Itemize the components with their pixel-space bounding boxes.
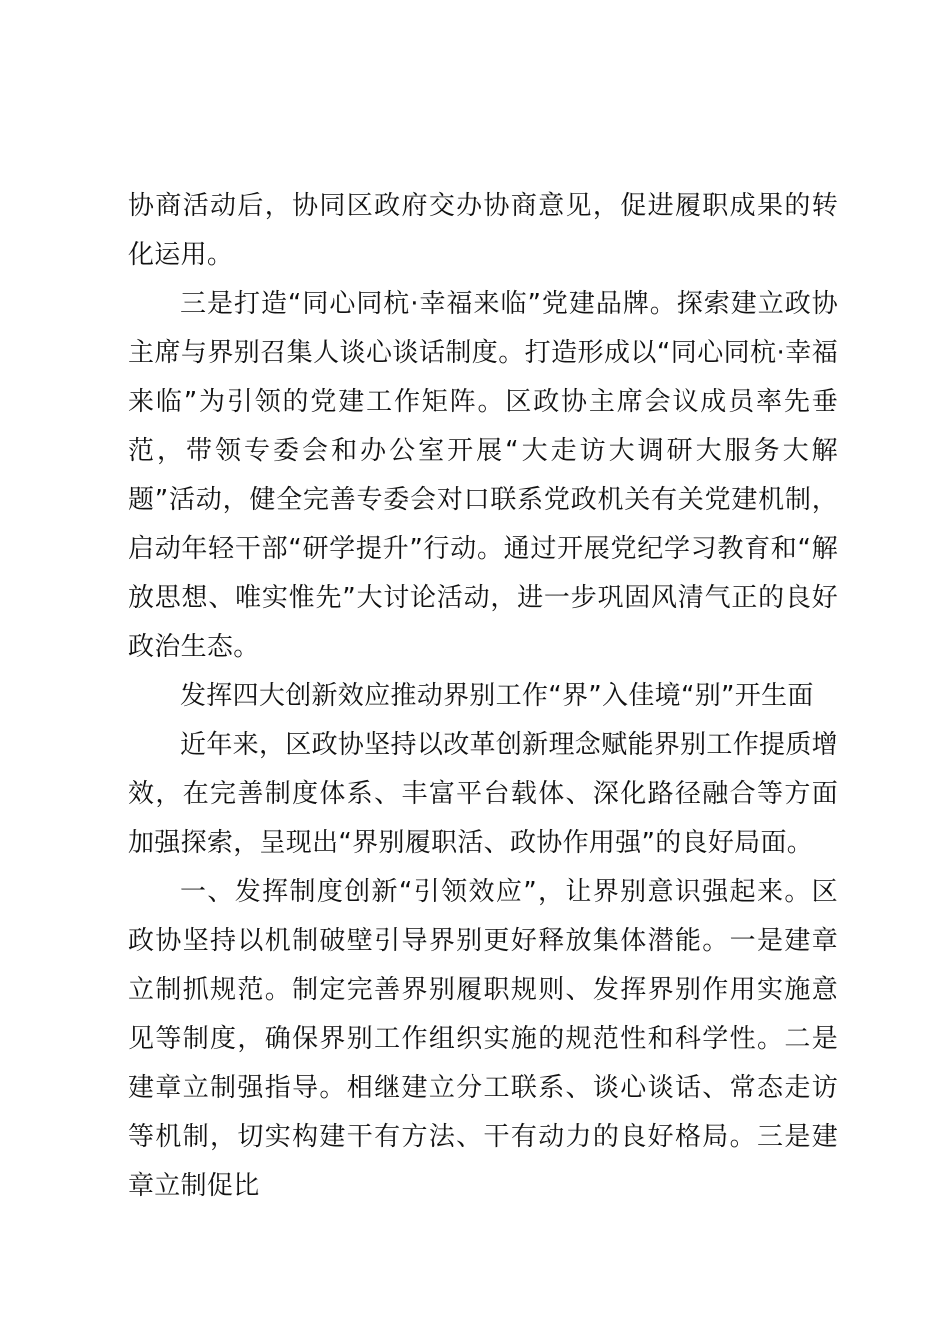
document-body — [128, 182, 838, 1211]
paragraph-section-one: 一、发挥制度创新“引领效应”，让界别意识强起来。区政协坚持以机制破壁引导界别更好释放集体潜能。一是建章立制抓规范。制定完善界别履职规则、发挥界别作用实施意见等制度，确保界别工作组织实施的规范性和科学性。二是建章立制强指导。相继建立分工联系、谈心谈话、常态走访等机制，切实构建干有方法、干有动力的良好格局。三是建章立制促比 — [128, 877, 838, 1201]
paragraph-intro: 近年来，区政协坚持以改革创新理念赋能界别工作提质增效，在完善制度体系、丰富平台载体、深化路径融合等方面加强探索，呈现出“界别履职活、政协作用强”的良好局面。 — [128, 730, 838, 858]
paragraph-party-brand: 三是打造“同心同杭·幸福来临”党建品牌。探索建立政协主席与界别召集人谈心谈话制度。打造形成以“同心同杭·幸福来临”为引领的党建工作矩阵。区政协主席会议成员率先垂范，带领专委会和办公室开展“大走访大调研大服务大解题”活动，健全完善专委会对口联系党政机关有关党建机制，启动年轻干部“研学提升”行动。通过开展党纪学习教育和“解放思想、唯实惟先”大讨论活动，进一步巩固风清气正的良好政治生态。 — [128, 289, 838, 662]
article-heading: 发挥四大创新效应推动界别工作“界”入佳境“别”开生面 — [180, 681, 814, 711]
paragraph-continuation: 协商活动后，协同区政府交办协商意见，促进履职成果的转化运用。 — [128, 191, 838, 270]
